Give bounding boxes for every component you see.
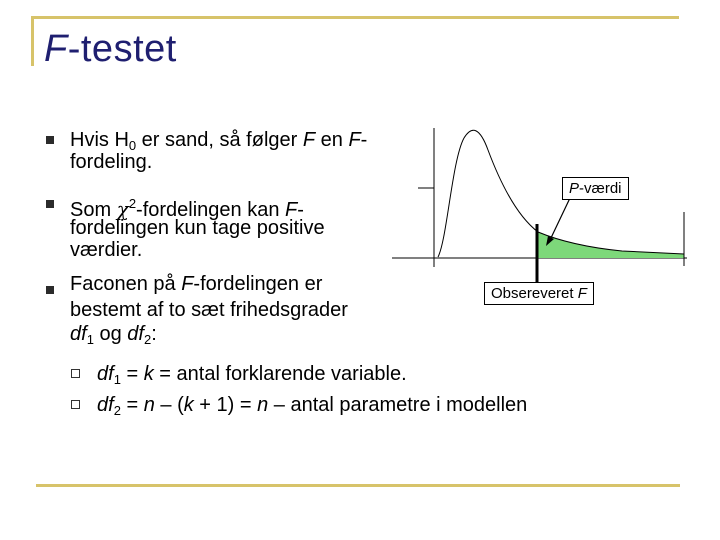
square-bullet-icon (46, 136, 54, 144)
hollow-square-bullet-icon (71, 400, 80, 409)
bullet-1-line-1: Hvis $H_0$ er sand, så følger F en F- (70, 129, 368, 153)
p-value-label: P-værdi (562, 177, 629, 200)
bullet-3-line-1: Faconen på F-fordelingen er (70, 273, 323, 295)
square-bullet-icon (46, 200, 54, 208)
frame-vertical-bar (31, 16, 34, 66)
frame-top-line (31, 16, 679, 19)
bullet-2-line-2: fordelingen kun tage positive (70, 217, 325, 239)
bullet-2-line-1: Som $\chi^2$-fordelingen kan F- (70, 196, 304, 221)
subbullet-df1: $df_1 = k$ = antal forklarende variable. (97, 362, 407, 392)
observed-f-label: Obsereveret F (484, 282, 594, 305)
square-bullet-icon (46, 286, 54, 294)
bottom-divider (36, 484, 680, 487)
bullet-1-line-2: fordeling. (70, 151, 153, 173)
p-value-tail-area (538, 232, 684, 258)
f-distribution-chart (392, 120, 692, 300)
bullet-3-line-3: $df_1$ og $df_2$: (70, 323, 157, 347)
f-density-curve (438, 130, 684, 257)
hollow-square-bullet-icon (71, 369, 80, 378)
bullet-3-line-2: bestemt af to sæt frihedsgrader (70, 299, 348, 321)
subbullet-df2: $df_2 = n - (k + 1) = n$ – antal parametre i modellen (97, 393, 527, 423)
bullet-2-line-3: værdier. (70, 239, 143, 261)
p-value-arrow (550, 198, 570, 240)
slide-title: F-testet (44, 28, 177, 70)
